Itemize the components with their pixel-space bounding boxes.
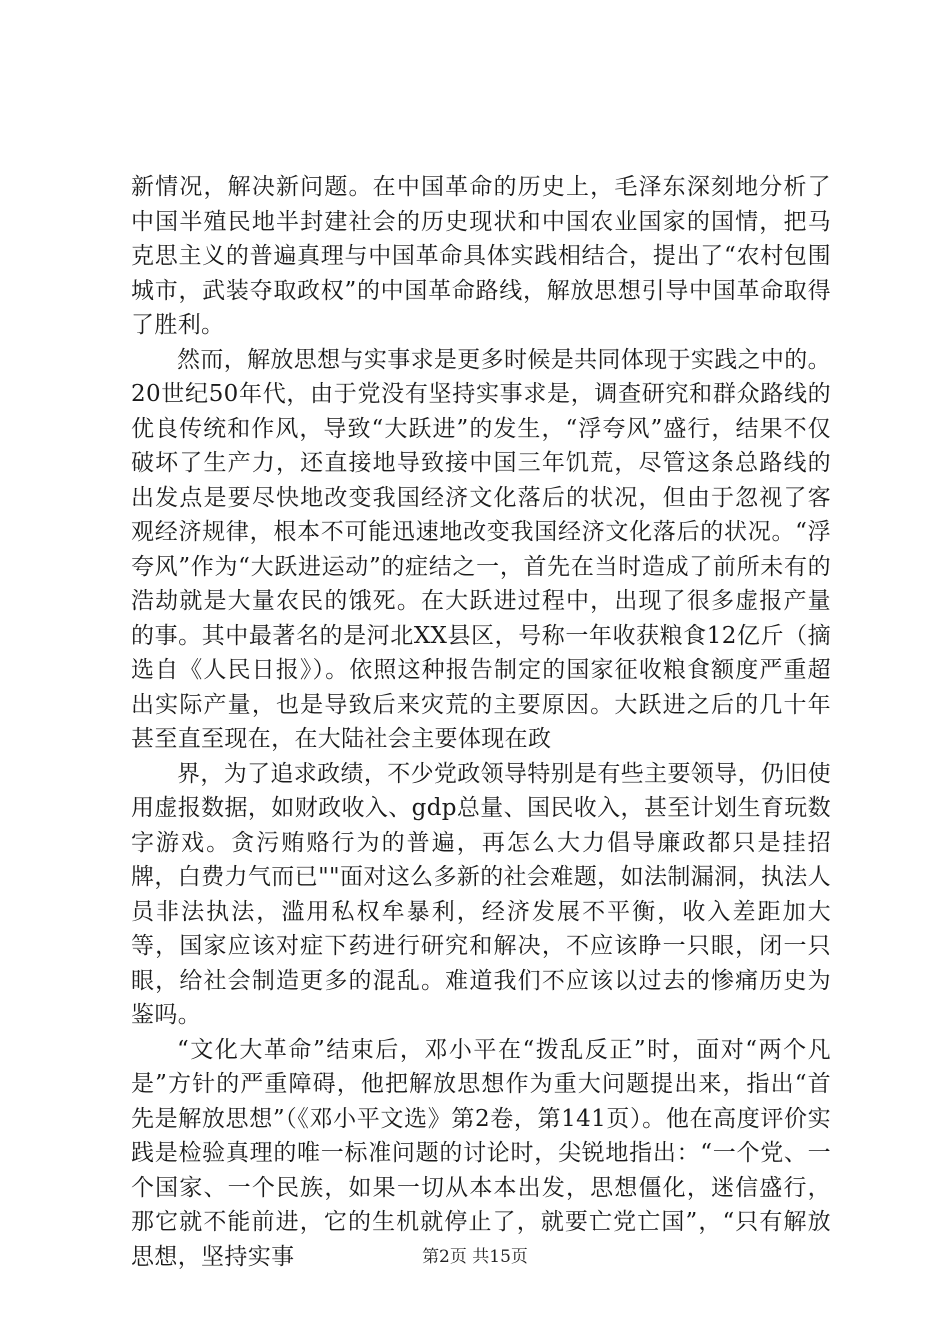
paragraph-cultural-revolution: “文化大革命”结束后，邓小平在“拨乱反正”时，面对“两个凡是”方针的严重障碍，他把解放思想作为重大问题提出来，指出“首先是解放思想”（《邓小平文选》第2卷，第141页）。他在高度评价实践是检验真理的唯一标准问题的讨论时，尖锐地指出：“一个党、一个国家、一个民族，如果一切从本本出发，思想僵化，迷信盛行，那它就不能前进，它的生机就停止了，就要亡党亡国”，“只有解放思想，坚持实事 (131, 1036, 831, 1270)
paragraph-continuation: 新情况，解决新问题。在中国革命的历史上，毛泽东深刻地分析了中国半殖民地半封建社会的历史现状和中国农业国家的国情，把马克思主义的普遍真理与中国革命具体实践相结合，提出了“农村包围城市，武装夺取政权”的中国革命路线，解放思想引导中国革命取得了胜利。 (131, 174, 831, 338)
page-number-footer: 第2页 共15页 (422, 1247, 528, 1267)
paragraph-politics: 界，为了追求政绩，不少党政领导特别是有些主要领导，仍旧使用虚报数据，如财政收入、gdp总量、国民收入，甚至计划生育玩数字游戏。贪污贿赂行为的普遍，再怎么大力倡导廉政都只是挂招牌，白费力气而已""面对这么多新的社会难题，如法制漏洞，执法人员非法执法，滥用私权牟暴利，经济发展不平衡，收入差距加大等，国家应该对症下药进行研究和解决，不应该睁一只眼，闭一只眼，给社会制造更多的混乱。难道我们不应该以过去的惨痛历史为鉴吗。 (131, 760, 831, 1028)
document-body (131, 170, 831, 1274)
paragraph-great-leap: 然而，解放思想与实事求是更多时候是共同体现于实践之中的。20世纪50年代，由于党没有坚持实事求是，调查研究和群众路线的优良传统和作风，导致“大跃进”的发生，“浮夸风”盛行，结果不仅破坏了生产力，还直接地导致接中国三年饥荒，尽管这条总路线的出发点是要尽快地改变我国经济文化落后的状况，但由于忽视了客观经济规律，根本不可能迅速地改变我国经济文化落后的状况。“浮夸风”作为“大跃进运动”的症结之一，首先在当时造成了前所未有的浩劫就是大量农民的饿死。在大跃进过程中，出现了很多虚报产量的事。其中最著名的是河北XX县区，号称一年收获粮食12亿斤（摘选自《人民日报》）。依照这种报告制定的国家征收粮食额度严重超出实际产量，也是导致后来灾荒的主要原因。大跃进之后的几十年甚至直至现在，在大陆社会主要体现在政 (131, 346, 831, 752)
